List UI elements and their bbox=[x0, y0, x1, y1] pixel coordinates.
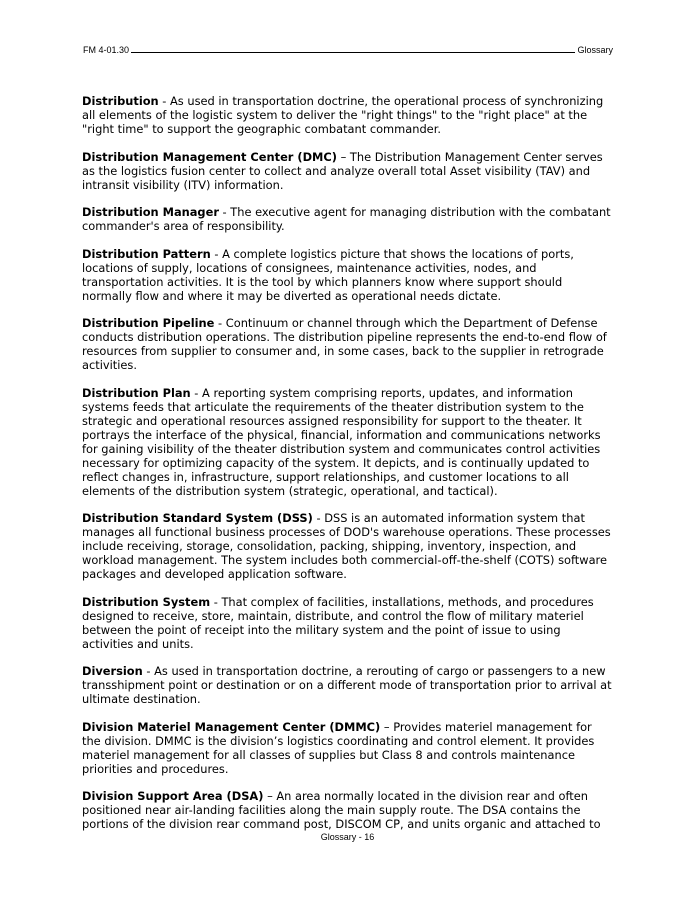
glossary-definition: The Distribution Management Center serves as the logistics fusion center to collect and analyze overall total Asset visibility (TAV) and intransit visibility (ITV) information. bbox=[82, 149, 603, 192]
glossary-term: Distribution System bbox=[82, 594, 211, 609]
page-footer bbox=[0, 832, 695, 842]
glossary-definition: As used in transportation doctrine, the operational process of synchronizing all elements of the logistic system to deliver the "right things" to the "right place" at the "right time" to support the geographic combatant commander. bbox=[82, 94, 604, 136]
term-separator: - bbox=[214, 316, 226, 330]
glossary-term: Distribution Pipeline bbox=[82, 316, 215, 330]
term-separator: – bbox=[263, 789, 277, 803]
glossary-entry bbox=[82, 205, 614, 233]
glossary-term: Distribution Management Center (DMC) bbox=[82, 149, 337, 164]
term-separator: - bbox=[218, 205, 231, 219]
glossary-entry bbox=[82, 386, 614, 498]
glossary-term: Division Support Area (DSA) bbox=[82, 789, 264, 803]
glossary-term: Distribution Standard System (DSS) bbox=[82, 511, 313, 525]
glossary-definition: The executive agent for managing distribution with the combatant commander's area of responsibility. bbox=[82, 205, 611, 233]
term-separator: – bbox=[380, 719, 394, 734]
glossary-term: Diversion bbox=[82, 664, 143, 678]
glossary-entry bbox=[82, 789, 614, 831]
glossary-definition: A reporting system comprising reports, updates, and information systems feeds that articulate the requirements of the theater distribution system to the strategic and operational resources assigned responsibility for support to the theater. It portrays the interface of the physical, financial, information and communications networks for gaining visibility of the theater distribution system and communicates control activities necessary for optimizing capacity of the system. It depicts, and is continually updated to reflect changes in, infrastructure, support relationships, and customer locations to all elements of the distribution system (strategic, operational, and tactical). bbox=[82, 385, 601, 498]
glossary-definition: A complete logistics picture that shows the locations of ports, locations of supply, locations of consignees, maintenance activities, nodes, and transportation activities. It is the tool by which planners know where support should normally flow and where it may be diverted as operational needs dictate. bbox=[82, 246, 574, 303]
page-number: Glossary - 16 bbox=[320, 832, 375, 842]
glossary-entry bbox=[82, 595, 614, 651]
glossary-definition: Provides materiel management for the division. DMMC is the division’s logistics coordinating and control element. It provides materiel management for all classes of supplies but Class 8 and controls maintenance priorities and procedures. bbox=[82, 719, 595, 776]
term-separator: - bbox=[210, 246, 223, 261]
term-separator: - bbox=[142, 664, 155, 678]
glossary-entry bbox=[82, 664, 614, 706]
glossary-definition: An area normally located in the division rear and often positioned near air-landing facilities along the main supply route. The DSA contains the portions of the division rear command post, DISCOM CP, and units organic and attached to bbox=[82, 789, 601, 831]
glossary-term: Division Materiel Management Center (DMMC) bbox=[82, 719, 381, 734]
term-separator: – bbox=[336, 149, 350, 164]
glossary-term: Distribution Manager bbox=[82, 205, 219, 219]
glossary-entry bbox=[82, 720, 614, 776]
glossary-definition: DSS is an automated information system that manages all functional business processes of DOD's warehouse operations. These processes include receiving, storage, consolidation, packing, shipping, inventory, inspection, and workload management. The system includes both commercial-off-the-shelf (COTS) software packages and developed application software. bbox=[82, 511, 611, 581]
glossary-term: Distribution Plan bbox=[82, 385, 191, 400]
glossary-body bbox=[82, 94, 614, 845]
term-separator: - bbox=[312, 511, 325, 525]
term-separator: - bbox=[210, 594, 222, 609]
header-rule bbox=[131, 52, 575, 53]
glossary-definition: Continuum or channel through which the Department of Defense conducts distribution operations. The distribution pipeline represents the end-to-end flow of resources from supplier to consumer and, in some cases, back to the supplier in retrograde activities. bbox=[82, 316, 607, 372]
glossary-term: Distribution bbox=[82, 94, 159, 108]
glossary-entry bbox=[82, 150, 614, 192]
glossary-entry bbox=[82, 316, 614, 372]
glossary-term: Distribution Pattern bbox=[82, 246, 211, 261]
header-manual-id: FM 4-01.30 bbox=[83, 45, 130, 55]
glossary-entry bbox=[82, 94, 614, 136]
glossary-entry bbox=[82, 511, 614, 581]
glossary-definition: As used in transportation doctrine, a rerouting of cargo or passengers to a new transshipment point or destination or on a different mode of transportation prior to arrival at ultimate destination. bbox=[82, 664, 612, 706]
glossary-entry bbox=[82, 247, 614, 303]
term-separator: - bbox=[190, 385, 203, 400]
header-section-title: Glossary bbox=[577, 45, 613, 55]
glossary-definition: That complex of facilities, installations, methods, and procedures designed to receive, store, maintain, distribute, and control the flow of military materiel between the point of receipt into the military system and the point of issue to using activities and units. bbox=[82, 594, 594, 651]
running-header bbox=[83, 41, 613, 55]
term-separator: - bbox=[158, 94, 171, 108]
